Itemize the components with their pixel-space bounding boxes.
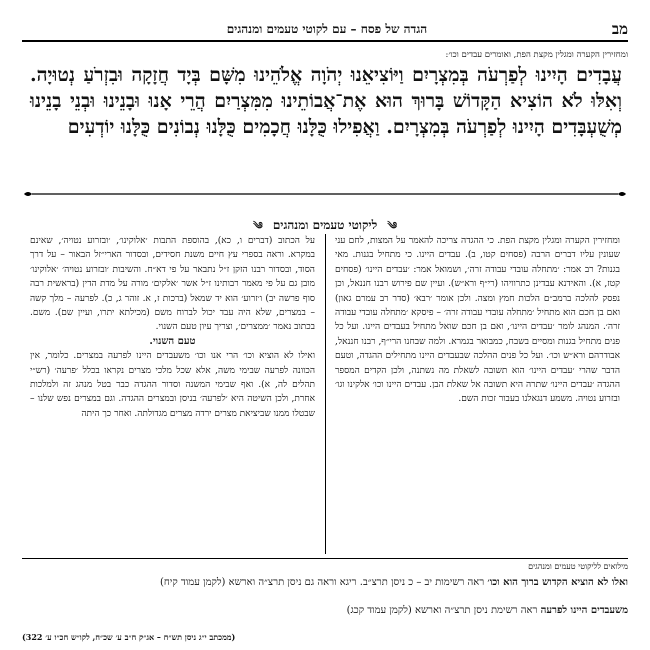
left-col-subhead: טעם השנוי.: [149, 335, 196, 347]
commentary-left-column: [30, 234, 315, 554]
note-1-heading: ואלו לא הוציא הקדוש ברוך הוא וכו׳: [487, 577, 628, 588]
note-1-text: ראה רשימות יב – כ ניסן תרצ״ב. ריגא וראה גם ניסן תרצ״ה וארשא (לקמן עמוד קיח): [159, 577, 485, 588]
notes-separator: [22, 558, 628, 559]
page-number: מב: [611, 19, 628, 38]
left-col-paragraph-3: משם. בכתוב נאמר ׳ממצרים׳, וצריך עיון טעם השנוי.: [30, 308, 315, 333]
column-divider: [325, 234, 326, 554]
notes-title: מילואים לליקוטי טעמים ומנהגים: [528, 562, 628, 571]
passage-border: [22, 190, 628, 198]
right-col-paragraph-1: ומחזירין הקערה ומגלין מקצת הפת. כי ההגדה צריכה להאמר על המצות, לחם עני שעונין עליו דברים הרבה (פסחים קטו, ב).: [335, 236, 620, 261]
commentary-columns: [30, 234, 620, 554]
right-col-paragraph-5: עבדים היינו וכו׳ אלקינו וגו׳ ובזרוע נטויה. משמע דנגאלנו בעבור זכות השם.: [335, 380, 620, 405]
right-col-paragraph-4: ולמה שבחנו הרי״ף, רבנו חננאל, אבודרהם ורא״ש וכו׳. ועל כל פנים ההלכה שבעבדים היינו מתחילים ההגדה, וטעם הדבר שהרי ׳עבדים היינו׳ הוא תשובה לשאלת מה נשתנה, ולכן הקדים המספר ההגדה ׳עבדים היינו׳ שתרה היא תשובה אל שאלת הבן.: [335, 336, 620, 391]
source-citation: (ממכתב י״ג ניסן תש״ח – אג״ק ח״ב ע׳ שכ״ח, לקו״ש חכ״ו ע׳ 322): [22, 632, 236, 642]
left-col-paragraph-2: לפרעה – מלך קשה – במצרים, שלא היה עבד יכול לברוח משם (מכילתא יתרו, ועיין שם).: [30, 293, 315, 319]
right-col-paragraph-2: עבדים היינו. כי מתחיל בגנות. מאי בגנות? רב אמר: ׳מתחלה עובדי עבודה זרה׳, ושמואל אמר: ׳עבדים היינו׳ (פסחים קטז, א). והאידנא עבדינן כתרוויהו (רי״ף ורא״ש). ועיין שם פירוש רבנו חננאל, וכן נפסק להלכה ברמב״ם הלכות חמץ ומצה.: [335, 250, 620, 304]
instruction-line: ומחזירין הקערה ומגלין מקצת הפת, ואומרים עבדים וכו׳:: [445, 50, 628, 60]
note-2-text: ראה רשימת ניסן תרצ״ה וארשא (לקמן עמוד קכג): [346, 605, 538, 616]
running-title: הגדה של פסח – עם לקוטי טעמים ומנהגים: [226, 21, 428, 36]
note-2: [60, 604, 628, 617]
commentary-heading-text: ליקוטי טעמים ומנהגים: [272, 218, 378, 232]
page-header: [22, 18, 628, 42]
heading-ornament-left-icon: ༄: [387, 221, 397, 232]
commentary-right-column: [335, 234, 620, 554]
right-col-paragraph-3: ולכן אומר ׳רבא׳ (סדר רב עמרם גאון) ואם בן חכם הוא מתחיל ׳מתחלה עובדי עבודה זרה׳ – פיסקא ׳מתחלה עובדי עבודה זרה׳. המנהג לומר ׳עבדים היינו׳, ואם בן חכם שואל מתחיל בעבדים היינו. ועל כל פנים מתחיל בגנות ומסיים בשבח, כמבואר בגמרא.: [335, 293, 620, 347]
left-col-paragraph-4: ואילו לא הוציא וכו׳ הרי אנו וכו׳ משעבדים היינו לפרעה במצרים. כלומר, אין הכוונה לפרעה שבימי משה, אלא שכל מלכי מצרים נקראו בכלל ׳פרעה׳ (רש״י תהלים לה, א). ואף שבימי המשנה וסדור ההגדה כבר בטל מנהג זה ולמלכות אחרת, ולכן השיטה היא ׳לפרעה׳ בניסן ובמצרים ההגדה.: [30, 351, 315, 405]
main-passage: עֲבָדִים הָיִינוּ לְפַרְעֹה בְּמִצְרָיִם וַיּוֹצִיאֵנוּ יְהֹוָה אֱלֹהֵינוּ מִשָּׁם בְּיָד חֲזָקָה וּבִזְרֹעַ נְטוּיָה. וְאִלּוּ לֹא הוֹצִיא הַקָּדוֹשׁ בָּרוּךְ הוּא אֶת־אֲבוֹתֵינוּ מִמִּצְרַיִם הֲרֵי אָנוּ וּבָנֵינוּ וּבְנֵי בָנֵינוּ מְשֻׁעְבָּדִים הָיִינוּ לְפַרְעֹה בְּמִצְרָיִם. וַאֲפִילוּ כֻּלָּנוּ חֲכָמִים כֻּלָּנוּ נְבוֹנִים כֻּלָּנוּ יוֹדְעִים: [30, 64, 622, 138]
left-col-paragraph-1: על הכתוב (דברים ו, כא), בהוספת התבות ׳אלוקינו׳, ׳ובזרוע נטויה׳, שאינם במקרא. וראה בספרי עץ חיים משנת חסידים, ובסדור הארי״זל הבאור – על דרך הסוד, ובסדור רבנו הזקן ז״ל נתבאר על פי דא״ח. והשיבות ׳ובזרוע נטויה׳ ׳אלוקינו׳ מובן גם על פי מאמר רבותינו ז״ל אשר ׳אלקים׳ מורה על מדת הדין (בראשית רבה סוף פרשה יב) ו׳זרוע׳ הוא יד שמאל (ברכות ז, א. זוהר ג, כ).: [30, 236, 315, 304]
heading-ornament-right-icon: ༄: [253, 221, 263, 232]
note-1: [60, 576, 628, 589]
note-2-heading: משעבדים היינו לפרעה: [540, 605, 628, 616]
left-col-paragraph-5: וגם במצרים נפש שלנו – שבטלו ממנו שביציאת מצרים ירדה מצרים מגדולתה. ואחר כך היתה: [30, 394, 315, 419]
